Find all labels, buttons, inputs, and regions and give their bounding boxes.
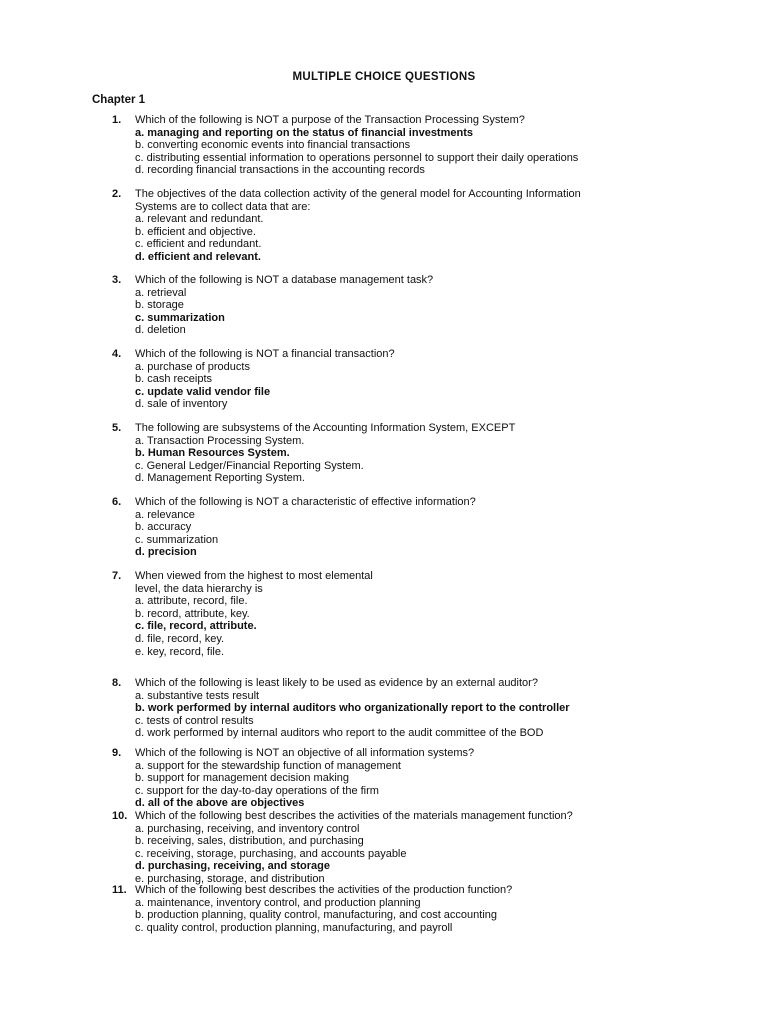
question-number: 7. xyxy=(112,570,122,582)
question-4 xyxy=(112,348,752,411)
answer-option: a. maintenance, inventory control, and production planning xyxy=(135,896,421,909)
answer-option: d. file, record, key. xyxy=(135,632,225,645)
question-stem: Which of the following is least likely to be used as evidence by an external auditor? xyxy=(135,677,538,689)
answer-option-correct: d. all of the above are objectives xyxy=(135,797,305,810)
answer-option: b. production planning, quality control, manufacturing, and cost accounting xyxy=(135,909,498,922)
question-stem: The objectives of the data collection activity of the general model for Accounting Information Systems are to collect data that are: xyxy=(135,188,581,213)
answer-option: b. support for management decision making xyxy=(135,772,350,785)
question-stem: The following are subsystems of the Accounting Information System, EXCEPT xyxy=(135,422,516,434)
answer-option: b. converting economic events into financial transactions xyxy=(135,139,411,152)
chapter-heading: Chapter 1 xyxy=(92,94,146,106)
answer-option: a. purchasing, receiving, and inventory control xyxy=(135,822,360,835)
question-number: 6. xyxy=(112,496,122,508)
question-number: 11. xyxy=(112,884,127,896)
question-stem: When viewed from the highest to most elemental level, the data hierarchy is xyxy=(135,570,373,595)
answer-option: a. retrieval xyxy=(135,286,187,299)
answer-option: c. support for the day-to-day operations of the firm xyxy=(135,784,379,797)
answer-option: c. distributing essential information to operations personnel to support their daily operations xyxy=(135,151,579,164)
question-stem: Which of the following is NOT a characteristic of effective information? xyxy=(135,496,476,508)
question-body xyxy=(135,747,752,810)
question-body xyxy=(135,114,752,177)
answer-option: a. purchase of products xyxy=(135,360,250,373)
question-number: 4. xyxy=(112,348,122,360)
answer-option: d. recording financial transactions in the accounting records xyxy=(135,164,425,177)
question-stem: Which of the following best describes the activities of the materials management function? xyxy=(135,810,573,822)
answer-option-correct: c. update valid vendor file xyxy=(135,385,271,398)
answer-option-correct: b. work performed by internal auditors who organizationally report to the controller xyxy=(135,702,570,715)
question-6 xyxy=(112,496,752,559)
question-body xyxy=(135,570,752,658)
question-number: 5. xyxy=(112,422,122,434)
answer-option-correct: d. purchasing, receiving, and storage xyxy=(135,860,330,873)
question-number: 8. xyxy=(112,677,122,689)
question-3 xyxy=(112,274,752,337)
question-body xyxy=(135,496,752,559)
question-stem: Which of the following best describes the activities of the production function? xyxy=(135,884,513,896)
question-body xyxy=(135,884,752,934)
answer-option-correct: a. managing and reporting on the status of financial investments xyxy=(135,126,473,139)
answer-option: d. work performed by internal auditors who report to the audit committee of the BOD xyxy=(135,727,544,740)
question-11 xyxy=(112,884,752,934)
question-number: 3. xyxy=(112,274,122,286)
answer-option: d. Management Reporting System. xyxy=(135,472,305,485)
question-stem: Which of the following is NOT a purpose of the Transaction Processing System? xyxy=(135,114,525,126)
answer-option-correct: b. Human Resources System. xyxy=(135,447,290,460)
question-stem: Which of the following is NOT a database management task? xyxy=(135,274,434,286)
question-body xyxy=(135,810,752,886)
answer-option: b. accuracy xyxy=(135,521,192,534)
answer-option: c. quality control, production planning, manufacturing, and payroll xyxy=(135,921,453,934)
question-1 xyxy=(112,114,752,177)
question-number: 2. xyxy=(112,188,122,200)
question-10 xyxy=(112,810,752,886)
answer-option: a. substantive tests result xyxy=(135,689,260,702)
question-number: 1. xyxy=(112,114,122,126)
answer-option: a. relevant and redundant. xyxy=(135,213,264,226)
answer-option: a. relevance xyxy=(135,508,195,521)
answer-option: d. deletion xyxy=(135,324,186,337)
page-title: MULTIPLE CHOICE QUESTIONS xyxy=(292,71,476,83)
question-9 xyxy=(112,747,752,810)
answer-option-correct: c. summarization xyxy=(135,311,225,324)
question-body xyxy=(135,677,752,740)
answer-option: e. key, record, file. xyxy=(135,645,225,658)
answer-option: a. attribute, record, file. xyxy=(135,595,248,608)
question-stem: Which of the following is NOT an objective of all information systems? xyxy=(135,747,475,759)
answer-option: b. efficient and objective. xyxy=(135,225,256,238)
question-2 xyxy=(112,188,752,264)
answer-option-correct: d. efficient and relevant. xyxy=(135,250,261,263)
answer-option: b. record, attribute, key. xyxy=(135,607,250,620)
answer-option-correct: d. precision xyxy=(135,546,197,559)
answer-option: e. purchasing, storage, and distribution xyxy=(135,872,325,885)
question-body xyxy=(135,422,752,485)
answer-option-correct: c. file, record, attribute. xyxy=(135,620,257,633)
question-stem: Which of the following is NOT a financial transaction? xyxy=(135,348,395,360)
answer-option: b. cash receipts xyxy=(135,373,213,386)
answer-option: c. tests of control results xyxy=(135,714,254,727)
answer-option: c. General Ledger/Financial Reporting System. xyxy=(135,459,364,472)
question-body xyxy=(135,348,752,411)
answer-option: c. efficient and redundant. xyxy=(135,238,262,251)
answer-option: a. support for the stewardship function of management xyxy=(135,759,401,772)
question-body xyxy=(135,274,752,337)
answer-option: b. storage xyxy=(135,299,184,312)
question-8 xyxy=(112,677,752,740)
question-body xyxy=(135,188,752,264)
question-7 xyxy=(112,570,752,658)
question-number: 10. xyxy=(112,810,128,822)
question-5 xyxy=(112,422,752,485)
answer-option: c. receiving, storage, purchasing, and accounts payable xyxy=(135,847,407,860)
question-number: 9. xyxy=(112,747,122,759)
answer-option: a. Transaction Processing System. xyxy=(135,434,305,447)
answer-option: d. sale of inventory xyxy=(135,398,228,411)
answer-option: b. receiving, sales, distribution, and purchasing xyxy=(135,835,364,848)
answer-option: c. summarization xyxy=(135,533,219,546)
